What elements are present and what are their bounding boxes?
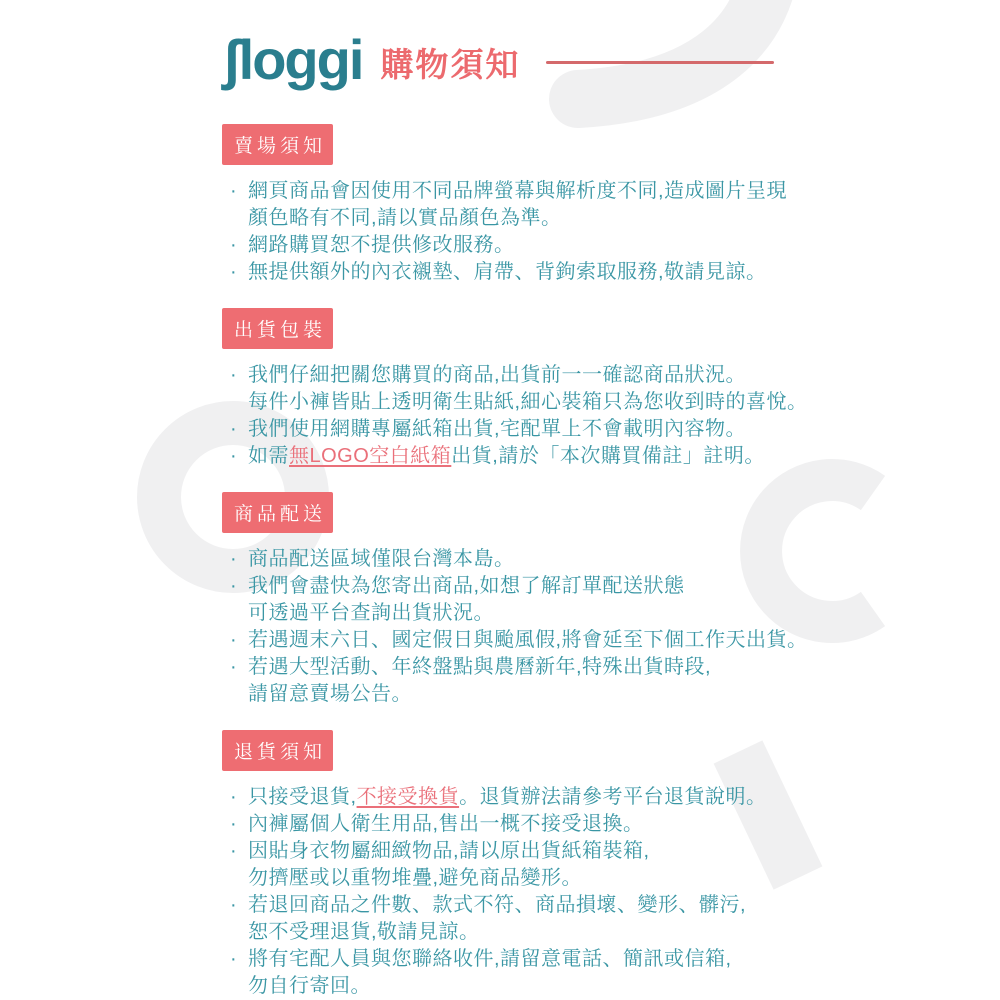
bullet-item	[222, 654, 822, 708]
bullet-dot: ·	[230, 813, 238, 835]
bullet-item	[222, 546, 822, 573]
bullet-list	[222, 546, 822, 708]
bullet-dot: ·	[230, 418, 238, 440]
bullet-item	[222, 573, 822, 627]
notice-text: 我們仔細把關您購買的商品,出貨前一一確認商品狀況。	[248, 364, 747, 386]
notice-text: 出貨,請於「本次購買備註」註明。	[451, 445, 765, 467]
bullet-item	[222, 946, 822, 1000]
bullet-item	[222, 784, 822, 811]
bullet-dot: ·	[230, 948, 238, 970]
bullet-item	[222, 178, 822, 232]
header-divider-line	[546, 61, 774, 64]
bullet-dot: ·	[230, 445, 238, 467]
section-title-badge: 商品配送	[222, 492, 333, 533]
notice-text: 網頁商品會因使用不同品牌螢幕與解析度不同,造成圖片呈現	[248, 180, 788, 202]
notice-text: 如需	[248, 445, 289, 467]
notice-text: 勿自行寄回。	[248, 975, 371, 997]
sections	[222, 124, 822, 1000]
notice-text: 商品配送區域僅限台灣本島。	[248, 548, 515, 570]
bullet-dot: ·	[230, 364, 238, 386]
bullet-dot: ·	[230, 656, 238, 678]
notice-section	[222, 730, 822, 1000]
notice-text: 我們會盡快為您寄出商品,如想了解訂單配送狀態	[248, 575, 685, 597]
bullet-item	[222, 811, 822, 838]
bullet-dot: ·	[230, 840, 238, 862]
page-header	[222, 30, 822, 94]
notice-text: 因貼身衣物屬細緻物品,請以原出貨紙箱裝箱,	[248, 840, 650, 862]
bullet-list	[222, 362, 822, 470]
highlighted-text: 無LOGO空白紙箱	[289, 445, 452, 467]
bullet-dot: ·	[230, 548, 238, 570]
sloggi-logo: ʃloggi	[222, 28, 363, 91]
bullet-dot: ·	[230, 575, 238, 597]
notice-text: 我們使用網購專屬紙箱出貨,宅配單上不會載明內容物。	[248, 418, 747, 440]
bullet-item	[222, 232, 822, 259]
bullet-dot: ·	[230, 180, 238, 202]
notice-text: 將有宅配人員與您聯絡收件,請留意電話、簡訊或信箱,	[248, 948, 732, 970]
notice-text: 只接受退貨,	[248, 786, 357, 808]
notice-section	[222, 124, 822, 286]
notice-text: 可透過平台查詢出貨狀況。	[248, 602, 494, 624]
notice-text: 恕不受理退貨,敬請見諒。	[248, 921, 480, 943]
bullet-item	[222, 838, 822, 892]
notice-section	[222, 492, 822, 708]
notice-text: 若遇週末六日、國定假日與颱風假,將會延至下個工作天出貨。	[248, 629, 808, 651]
bullet-list	[222, 178, 822, 286]
bullet-item	[222, 362, 822, 416]
notice-section	[222, 308, 822, 470]
highlighted-text: 不接受換貨	[356, 786, 460, 808]
bullet-dot: ·	[230, 894, 238, 916]
bullet-item	[222, 259, 822, 286]
notice-text: 顏色略有不同,請以實品顏色為準。	[248, 207, 562, 229]
page-title: 購物須知	[380, 45, 521, 83]
section-title-badge: 出貨包裝	[222, 308, 333, 349]
notice-text: 請留意賣場公告。	[248, 683, 412, 705]
section-title-badge: 退貨須知	[222, 730, 333, 771]
bullet-item	[222, 443, 822, 470]
bullet-dot: ·	[230, 786, 238, 808]
notice-text: 內褲屬個人衛生用品,售出一概不接受退換。	[248, 813, 644, 835]
bullet-dot: ·	[230, 629, 238, 651]
bullet-dot: ·	[230, 234, 238, 256]
notice-text: 。退貨辦法請參考平台退貨說明。	[459, 786, 767, 808]
section-title-badge: 賣場須知	[222, 124, 333, 165]
bullet-item	[222, 627, 822, 654]
notice-text: 若退回商品之件數、款式不符、商品損壞、變形、髒污,	[248, 894, 747, 916]
bullet-list	[222, 784, 822, 1000]
notice-text: 每件小褲皆貼上透明衛生貼紙,細心裝箱只為您收到時的喜悅。	[248, 391, 808, 413]
bullet-dot: ·	[230, 261, 238, 283]
notice-text: 無提供額外的內衣襯墊、肩帶、背鉤索取服務,敬請見諒。	[248, 261, 767, 283]
notice-text: 勿擠壓或以重物堆疊,避免商品變形。	[248, 867, 583, 889]
bullet-item	[222, 416, 822, 443]
notice-text: 若遇大型活動、年終盤點與農曆新年,特殊出貨時段,	[248, 656, 712, 678]
notice-text: 網路購買恕不提供修改服務。	[248, 234, 515, 256]
bullet-item	[222, 892, 822, 946]
